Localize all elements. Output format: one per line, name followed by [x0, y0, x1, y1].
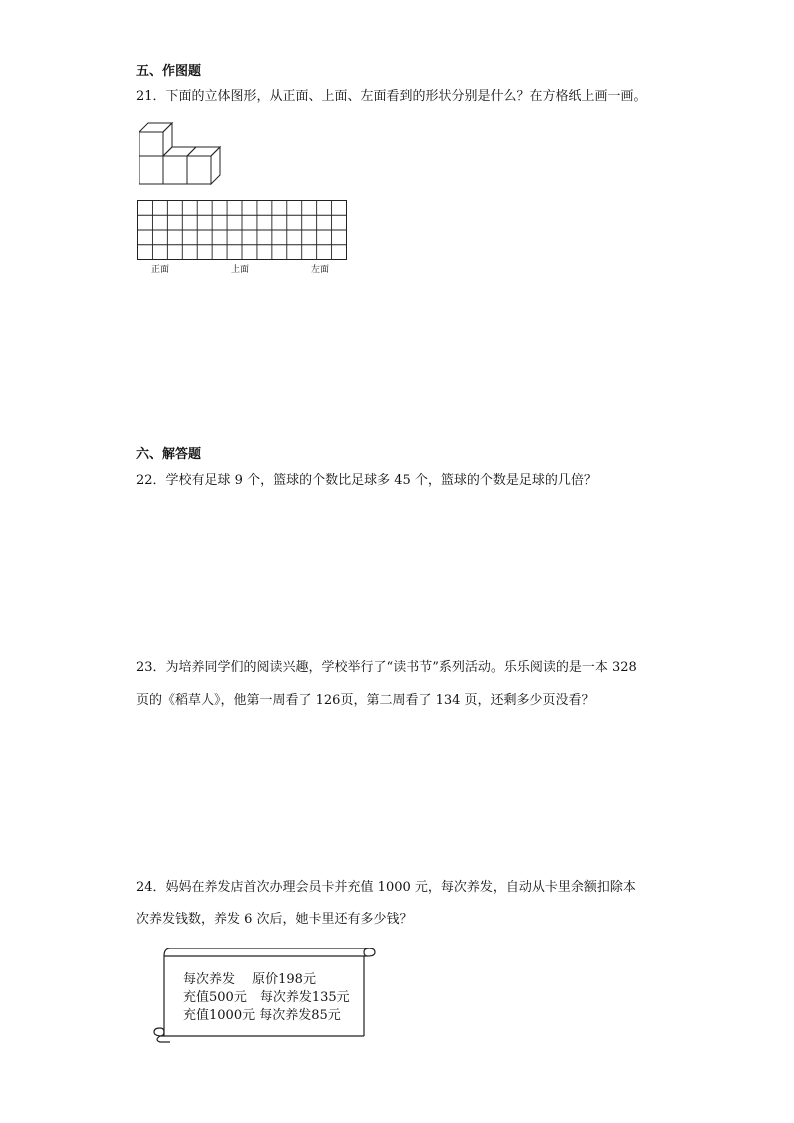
grid-paper[interactable]: [137, 200, 349, 275]
question-23-text-line2: 页的《稻草人》，他第一周看了 126页，第二周看了 134 页，还剩多少页没看？: [136, 693, 595, 708]
question-24-text-line2: 次养发钱数，养发 6 次后，她卡里还有多少钱？: [136, 912, 413, 927]
section-heading-five: 五、作图题: [136, 64, 202, 79]
grid-label-top: 上面: [231, 265, 250, 275]
grid-label-left: 左面: [311, 265, 330, 275]
grid-label-front: 正面: [151, 265, 170, 275]
question-21-text: 21．下面的立体图形，从正面、上面、左面看到的形状分别是什么？在方格纸上画一画。: [136, 89, 647, 104]
price-card-line-3: 充值1000元 每次养发85元: [183, 1008, 341, 1023]
question-22-text: 22．学校有足球 9 个，篮球的个数比足球多 45 个，篮球的个数是足球的几倍？: [136, 473, 597, 488]
question-24-text-line1: 24．妈妈在养发店首次办理会员卡并充值 1000 元，每次养发，自动从卡里余额扣除本: [136, 880, 636, 895]
section-heading-six: 六、解答题: [136, 447, 202, 462]
price-card-line-2: 充值500元 每次养发135元: [183, 990, 350, 1005]
price-card-line-1: 每次养发 原价198元: [183, 972, 316, 987]
cube-figure: [139, 122, 223, 190]
price-card-scroll: [150, 948, 378, 1048]
question-23-text-line1: 23．为培养同学们的阅读兴趣，学校举行了“读书节”系列活动。乐乐阅读的是一本 328: [136, 660, 637, 675]
